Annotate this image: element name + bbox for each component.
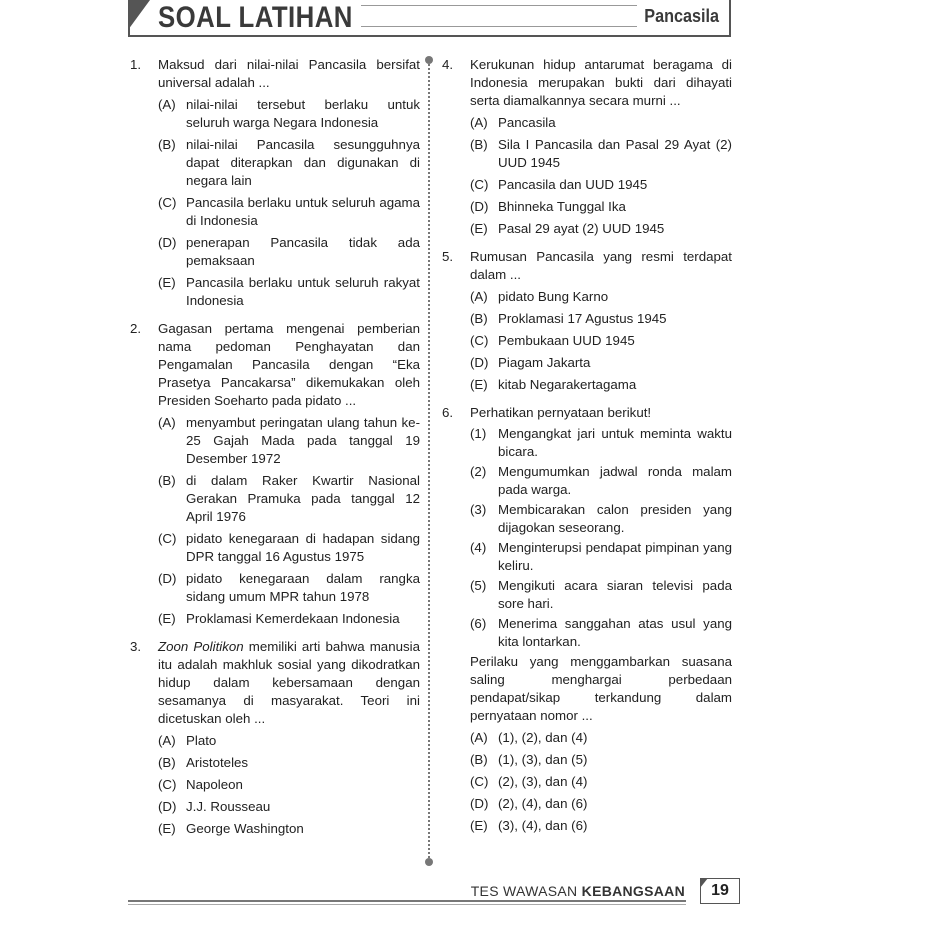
question-2 <box>130 320 420 628</box>
question-number: 1. <box>130 57 142 72</box>
question-text: Kerukunan hidup antarumat beragama di Indonesia merupakan bukti dari dihayati serta diamalkannya secara murni ... <box>470 57 732 108</box>
option-b: (B) di dalam Raker Kwartir Nasional Gerakan Pramuka pada tanggal 12 April 1976 <box>158 473 420 524</box>
footer-series: TES WAWASAN KEBANGSAAN <box>470 883 685 899</box>
question-6 <box>442 404 732 835</box>
question-5 <box>442 248 732 394</box>
question-3 <box>130 638 420 838</box>
option-e: (E) kitab Negarakertagama <box>470 377 637 392</box>
option-a: (A) menyambut peringatan ulang tahun ke-25 Gajah Mada pada tanggal 19 Desember 1972 <box>158 415 420 466</box>
option-a: (A) Pancasila <box>470 115 556 130</box>
option-b: (B) (1), (3), dan (5) <box>470 752 588 767</box>
question-text: Zoon Politikon memiliki arti bahwa manusia itu adalah makhluk sosial yang dikodratkan hidup dalam kebersamaan dengan sesamanya di masyarakat. Teori ini dicetuskan oleh ... <box>158 639 420 726</box>
option-b: (B) Sila I Pancasila dan Pasal 29 Ayat (2) UUD 1945 <box>470 137 732 170</box>
statement-item: (5) Mengikuti acara siaran televisi pada sore hari. <box>470 578 732 611</box>
option-b: (B) nilai-nilai Pancasila sesungguhnya dapat diterapkan dan digunakan di negara lain <box>158 137 420 188</box>
question-text: Rumusan Pancasila yang resmi terdapat dalam ... <box>470 249 732 282</box>
option-d: (D) J.J. Rousseau <box>158 799 271 814</box>
option-a: (A) nilai-nilai tersebut berlaku untuk seluruh warga Negara Indonesia <box>158 97 420 130</box>
option-e: (E) Pasal 29 ayat (2) UUD 1945 <box>470 221 665 236</box>
question-number: 5. <box>442 249 454 264</box>
divider-dot-top <box>425 56 433 64</box>
option-d: (D) Bhinneka Tunggal Ika <box>470 199 626 214</box>
question-text: Gagasan pertama mengenai pemberian nama pedoman Penghayatan dan Pengamalan Pancasila dengan “Eka Prasetya Pancakarsa” dikemukakan oleh Presiden Soeharto pada pidato ... <box>158 321 420 408</box>
option-d: (D) pidato kenegaraan dalam rangka sidang umum MPR tahun 1978 <box>158 571 420 604</box>
right-column <box>442 56 732 839</box>
options-list <box>158 414 420 628</box>
option-a: (A) (1), (2), dan (4) <box>470 730 588 745</box>
question-1 <box>130 56 420 310</box>
column-divider <box>428 60 430 862</box>
option-e: (E) Pancasila berlaku untuk seluruh rakyat Indonesia <box>158 275 420 308</box>
page-header <box>128 0 731 37</box>
options-list <box>158 732 420 838</box>
option-b: (B) Aristoteles <box>158 755 249 770</box>
question-text: Maksud dari nilai-nilai Pancasila bersifat universal adalah ... <box>158 57 420 90</box>
option-c: (C) pidato kenegaraan di hadapan sidang DPR tanggal 16 Agustus 1975 <box>158 531 420 564</box>
option-b: (B) Proklamasi 17 Agustus 1945 <box>470 311 667 326</box>
question-number: 3. <box>130 639 142 654</box>
statement-item: (1) Mengangkat jari untuk meminta waktu bicara. <box>470 426 732 459</box>
question-number: 6. <box>442 405 454 420</box>
subject-label: Pancasila <box>644 6 719 26</box>
italic-term: Zoon Politikon <box>158 639 244 654</box>
option-e: (E) Proklamasi Kemerdekaan Indonesia <box>158 611 400 626</box>
options-list <box>470 729 732 835</box>
option-a: (A) pidato Bung Karno <box>470 289 609 304</box>
page-title: SOAL LATIHAN <box>158 1 353 34</box>
page-number: 19 <box>711 882 729 899</box>
option-e: (E) George Washington <box>158 821 304 836</box>
option-a: (A) Plato <box>158 733 217 748</box>
question-number: 2. <box>130 321 142 336</box>
option-e: (E) (3), (4), dan (6) <box>470 818 588 833</box>
footer-rule <box>128 900 686 902</box>
question-text: Perhatikan pernyataan berikut! <box>470 405 652 420</box>
options-list <box>470 288 732 394</box>
question-4 <box>442 56 732 238</box>
options-list <box>470 114 732 238</box>
option-c: (C) Pancasila berlaku untuk seluruh agama di Indonesia <box>158 195 420 228</box>
statement-item: (2) Mengumumkan jadwal ronda malam pada warga. <box>470 464 732 497</box>
option-d: (D) penerapan Pancasila tidak ada pemaksaan <box>158 235 420 268</box>
option-d: (D) Piagam Jakarta <box>470 355 591 370</box>
options-list <box>158 96 420 310</box>
statement-item: (6) Menerima sanggahan atas usul yang kita lontarkan. <box>470 616 732 649</box>
left-column <box>130 56 420 842</box>
statement-item: (3) Membicarakan calon presiden yang dijagokan seseorang. <box>470 502 732 535</box>
option-d: (D) (2), (4), dan (6) <box>470 796 588 811</box>
statement-item: (4) Menginterupsi pendapat pimpinan yang keliru. <box>470 540 732 573</box>
page-number-box <box>700 878 740 904</box>
header-corner <box>128 0 150 30</box>
option-c: (C) (2), (3), dan (4) <box>470 774 588 789</box>
option-c: (C) Pancasila dan UUD 1945 <box>470 177 648 192</box>
option-c: (C) Napoleon <box>158 777 243 792</box>
footer-rule-thin <box>128 904 686 905</box>
header-rule-bottom <box>361 26 637 27</box>
header-rule-top <box>361 5 637 6</box>
option-c: (C) Pembukaan UUD 1945 <box>470 333 635 348</box>
question-followup: Perilaku yang menggambarkan suasana saling menghargai perbedaan pendapat/sikap terkandung dalam pernyataan nomor ... <box>470 654 732 723</box>
statement-list <box>470 425 732 651</box>
question-number: 4. <box>442 57 454 72</box>
divider-dot-bottom <box>425 858 433 866</box>
